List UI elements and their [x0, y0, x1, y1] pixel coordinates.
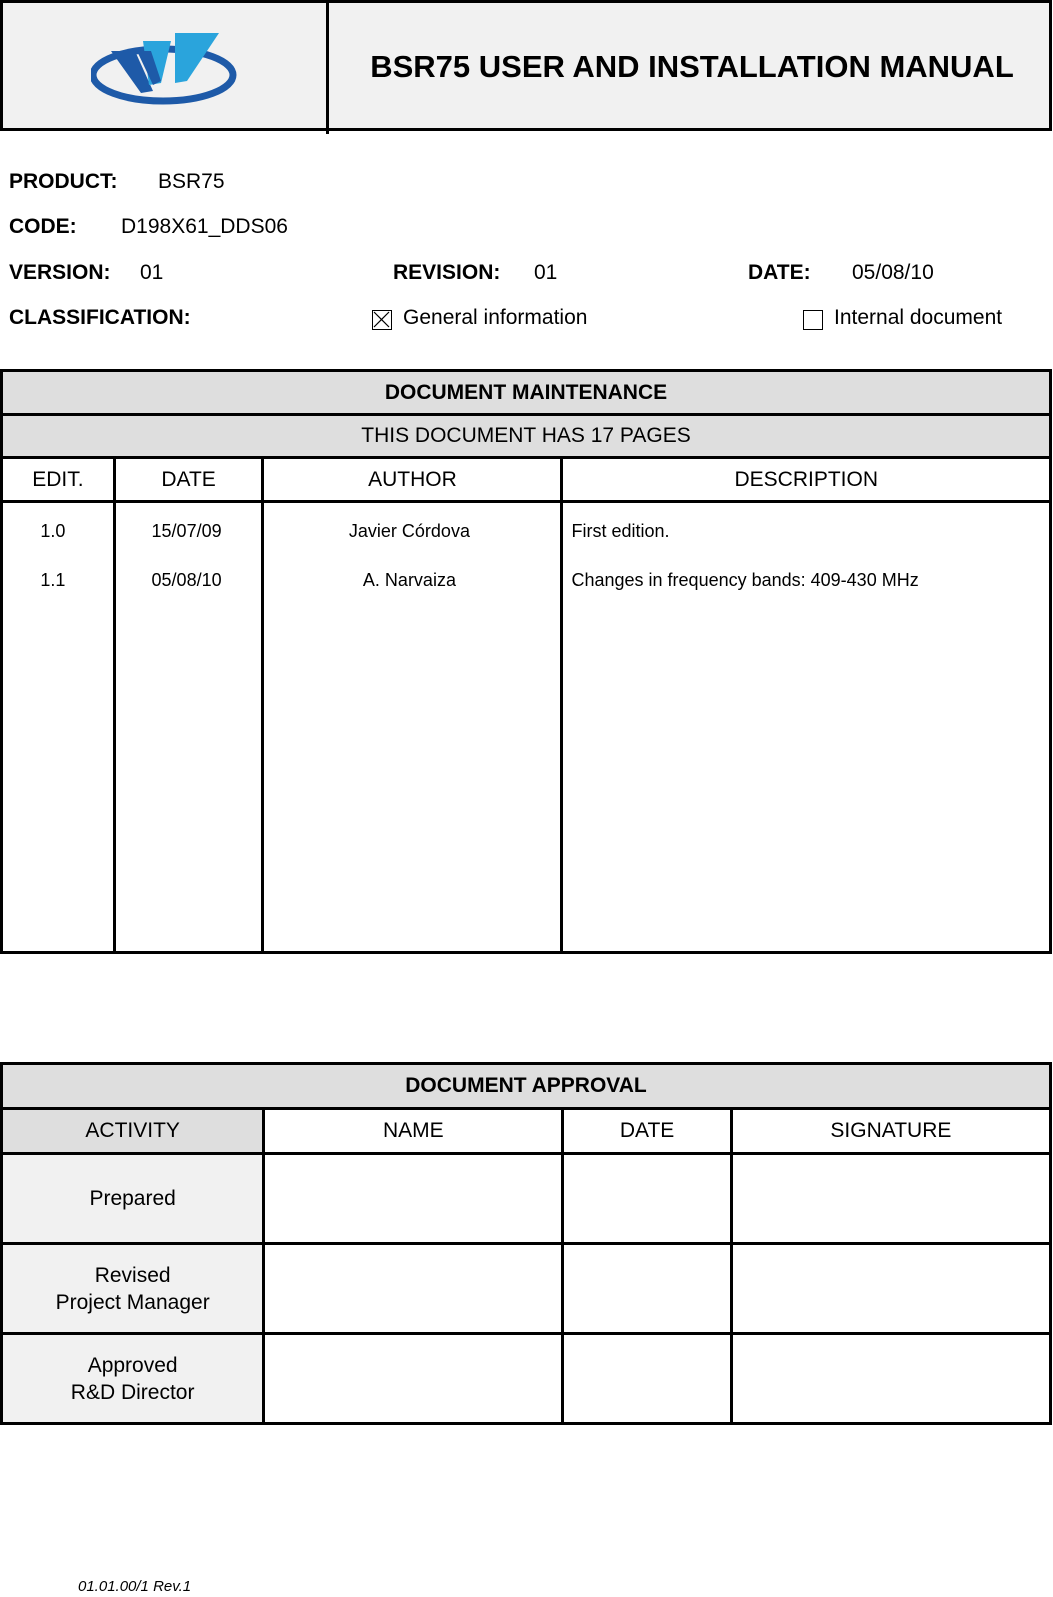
- revision-value: 01: [534, 261, 558, 284]
- name-cell[interactable]: [264, 1244, 563, 1334]
- product-label: PRODUCT:: [9, 170, 118, 193]
- approval-date-cell[interactable]: [563, 1244, 732, 1334]
- activity-prepared: [2, 1154, 264, 1244]
- description-column: [562, 502, 1051, 953]
- document-title: BSR75 USER AND INSTALLATION MANUAL: [370, 48, 1014, 84]
- general-information-checkbox[interactable]: [372, 310, 392, 330]
- edit-cell: 1.0: [40, 521, 66, 541]
- classification-label: CLASSIFICATION:: [9, 306, 191, 329]
- form-code: 01.01.00/1 Rev.1: [78, 1578, 192, 1595]
- col-header-signature: SIGNATURE: [731, 1109, 1050, 1154]
- approval-title: DOCUMENT APPROVAL: [2, 1064, 1051, 1109]
- logo-cell: [3, 3, 329, 134]
- company-logo-icon: [91, 25, 241, 111]
- activity-line: Prepared: [89, 1186, 176, 1210]
- date-column: [114, 502, 263, 953]
- internal-document-label: Internal document: [834, 306, 1003, 329]
- signature-cell[interactable]: [731, 1154, 1050, 1244]
- author-column: [263, 502, 562, 953]
- col-header-edit: EDIT.: [2, 458, 115, 502]
- description-cell: First edition.: [571, 521, 670, 541]
- activity-revised: [2, 1244, 264, 1334]
- date-label: DATE:: [748, 261, 811, 284]
- activity-line: Revised: [94, 1263, 171, 1287]
- name-cell[interactable]: [264, 1334, 563, 1424]
- author-cell: Javier Córdova: [348, 521, 470, 541]
- revision-label: REVISION:: [393, 261, 501, 284]
- edit-cell: 1.1: [40, 570, 66, 590]
- date-cell: 05/08/10: [151, 570, 222, 590]
- signature-cell[interactable]: [731, 1244, 1050, 1334]
- author-cell: A. Narvaiza: [362, 570, 456, 590]
- approval-date-cell[interactable]: [563, 1334, 732, 1424]
- product-value: BSR75: [158, 170, 225, 193]
- maintenance-title: DOCUMENT MAINTENANCE: [2, 371, 1051, 415]
- version-value: 01: [140, 261, 164, 284]
- date-value: 05/08/10: [852, 261, 934, 284]
- internal-document-checkbox[interactable]: [803, 310, 823, 330]
- col-header-description: DESCRIPTION: [562, 458, 1051, 502]
- col-header-name: NAME: [264, 1109, 563, 1154]
- edit-column: [2, 502, 115, 953]
- date-cell: 15/07/09: [151, 521, 222, 541]
- col-header-author: AUTHOR: [263, 458, 562, 502]
- name-cell[interactable]: [264, 1154, 563, 1244]
- activity-approved: [2, 1334, 264, 1424]
- code-label: CODE:: [9, 215, 77, 238]
- col-header-date: DATE: [114, 458, 263, 502]
- maintenance-table: [0, 369, 1052, 954]
- signature-cell[interactable]: [731, 1334, 1050, 1424]
- general-information-label: General information: [403, 306, 588, 329]
- col-header-activity: ACTIVITY: [2, 1109, 264, 1154]
- activity-line: Approved: [87, 1353, 178, 1377]
- approval-date-cell[interactable]: [563, 1154, 732, 1244]
- approval-table: [0, 1062, 1052, 1425]
- version-label: VERSION:: [9, 261, 111, 284]
- pages-note: THIS DOCUMENT HAS 17 PAGES: [2, 415, 1051, 458]
- checked-x-icon: [373, 311, 390, 328]
- activity-role: R&D Director: [70, 1380, 195, 1404]
- code-value: D198X61_DDS06: [121, 215, 288, 238]
- description-cell: Changes in frequency bands: 409-430 MHz: [571, 570, 919, 590]
- activity-role: Project Manager: [55, 1290, 210, 1314]
- col-header-approval-date: DATE: [563, 1109, 732, 1154]
- document-header: [0, 0, 1052, 131]
